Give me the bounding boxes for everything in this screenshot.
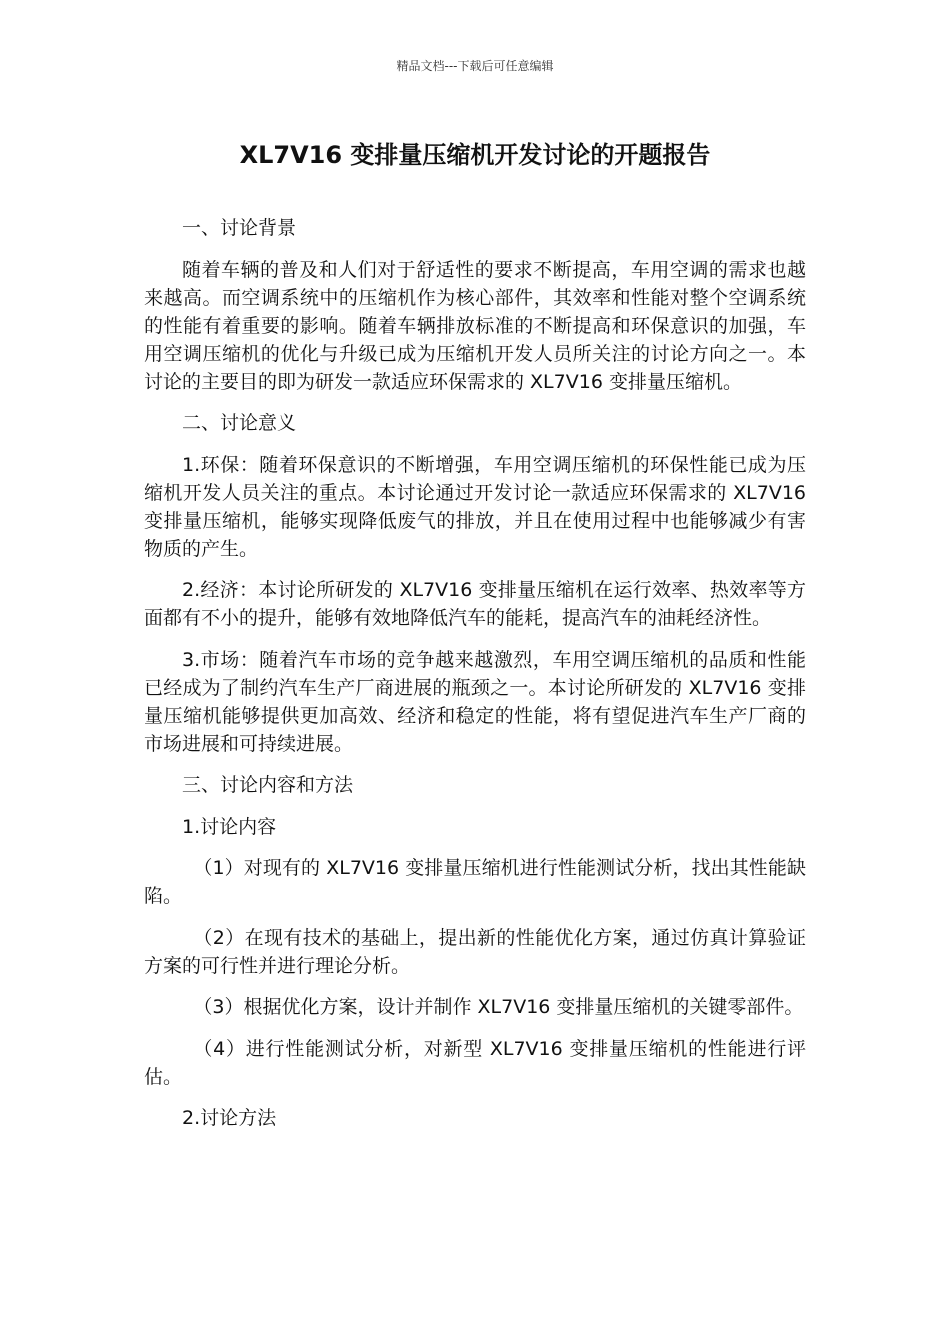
content-item-3: （3）根据优化方案，设计并制作 XL7V16 变排量压缩机的关键零部件。 — [193, 996, 804, 1018]
section-heading-background: 一、讨论背景 — [182, 217, 297, 239]
significance-item-economy: 2.经济：本讨论所研发的 XL7V16 变排量压缩机在运行效率、热效率等方面都有不小的提升，能够有效地降低汽车的能耗，提高汽车的油耗经济性。 — [144, 579, 806, 629]
content-item-2: （2）在现有技术的基础上，提出新的性能优化方案，通过仿真计算验证方案的可行性并进行理论分析。 — [144, 926, 806, 977]
content-item-1: （1）对现有的 XL7V16 变排量压缩机进行性能测试分析，找出其性能缺陷。 — [144, 857, 806, 907]
section-heading-content-method: 三、讨论内容和方法 — [182, 774, 354, 796]
section-heading-significance: 二、讨论意义 — [182, 412, 297, 434]
significance-item-market: 3.市场：随着汽车市场的竞争越来越激烈，车用空调压缩机的品质和性能已经成为了制约汽车生产厂商进展的瓶颈之一。本讨论所研发的 XL7V16 变排量压缩机能够提供更加高效、经济和稳定的性能，将有望促进汽车生产厂商的市场进展和可持续进展。 — [144, 648, 806, 755]
background-paragraph: 随着车辆的普及和人们对于舒适性的要求不断提高，车用空调的需求也越来越高。而空调系统中的压缩机作为核心部件，其效率和性能对整个空调系统的性能有着重要的影响。随着车辆排放标准的不断提高和环保意识的加强，车用空调压缩机的优化与升级已成为压缩机开发人员所关注的讨论方向之一。本讨论的主要目的即为研发一款适应环保需求的 XL7V16 变排量压缩机。 — [144, 258, 806, 393]
page-header: 精品文档---下载后可任意编辑 — [396, 59, 554, 73]
subheading-content: 1.讨论内容 — [182, 815, 277, 838]
document-title: XL7V16 变排量压缩机开发讨论的开题报告 — [239, 141, 711, 169]
content-item-4: （4）进行性能测试分析，对新型 XL7V16 变排量压缩机的性能进行评估。 — [144, 1037, 806, 1088]
document-body — [144, 214, 806, 1146]
subheading-method: 2.讨论方法 — [182, 1107, 277, 1129]
significance-item-environment: 1.环保：随着环保意识的不断增强，车用空调压缩机的环保性能已成为压缩机开发人员关注的重点。本讨论通过开发讨论一款适应环保需求的 XL7V16 变排量压缩机，能够实现降低废气的排放，并且在使用过程中也能够减少有害物质的产生。 — [144, 453, 806, 560]
